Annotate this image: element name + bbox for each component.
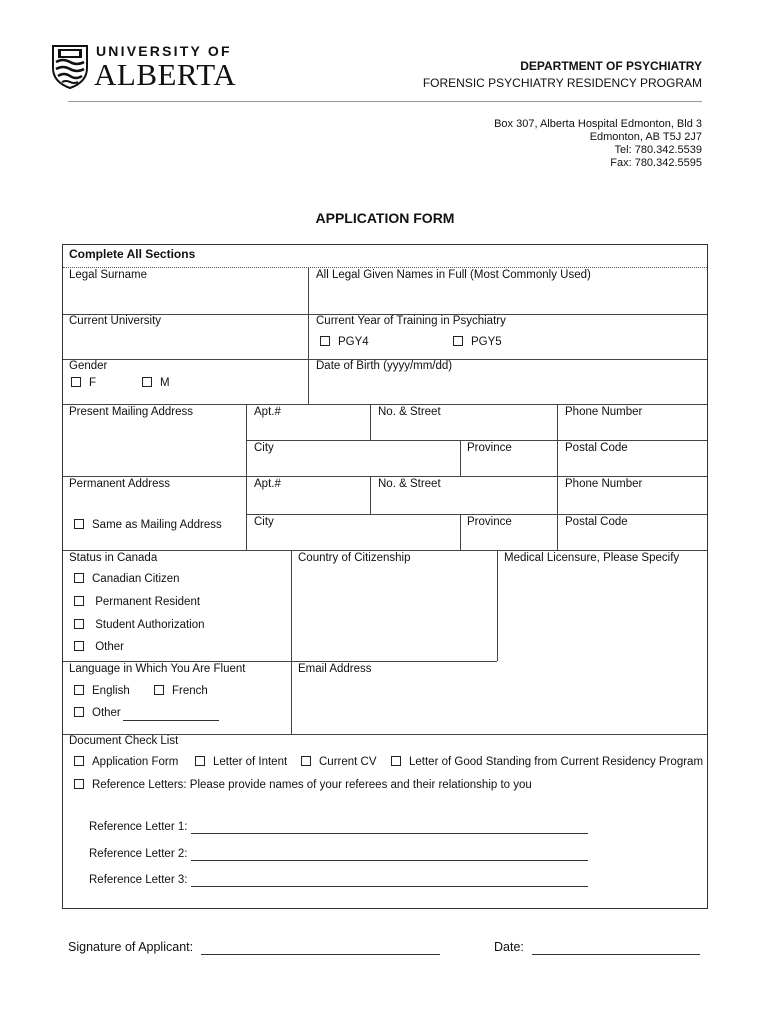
permanent-resident-option[interactable]	[74, 596, 200, 608]
dob-label: Date of Birth (yyyy/mm/dd)	[316, 360, 453, 372]
good-standing-label: Letter of Good Standing from Current Residency Program	[409, 756, 704, 768]
col-divider	[308, 268, 309, 404]
address-line-1: Box 307, Alberta Hospital Edmonton, Bld 3	[494, 118, 702, 130]
gender-f-checkbox[interactable]	[71, 377, 81, 387]
col-divider	[557, 404, 558, 550]
application-form-checkbox[interactable]	[74, 756, 84, 766]
good-standing-checkbox[interactable]	[391, 756, 401, 766]
permanent-city-label: City	[254, 516, 274, 528]
pgy5-checkbox[interactable]	[453, 336, 463, 346]
ref1-line[interactable]	[191, 833, 588, 834]
email-label: Email Address	[298, 663, 372, 675]
current-cv-label: Current CV	[319, 756, 377, 768]
permanent-resident-label: Permanent Resident	[95, 596, 201, 608]
col-divider	[460, 440, 461, 476]
student-authorization-option[interactable]	[74, 619, 205, 631]
application-form-option[interactable]	[74, 756, 178, 768]
permanent-apt-label: Apt.#	[254, 478, 281, 490]
address-line-2: Edmonton, AB T5J 2J7	[589, 131, 702, 143]
doc-checklist-label: Document Check List	[69, 735, 179, 747]
student-authorization-label: Student Authorization	[95, 619, 205, 631]
university-logo	[50, 40, 250, 92]
same-as-mailing-label: Same as Mailing Address	[92, 519, 222, 531]
country-citizenship-label: Country of Citizenship	[298, 552, 411, 564]
other-status-option[interactable]	[74, 641, 124, 653]
same-as-mailing-checkbox[interactable]	[74, 519, 84, 529]
ref3-label: Reference Letter 3:	[89, 874, 188, 886]
crest-icon	[50, 40, 90, 90]
row-divider	[63, 476, 707, 477]
gender-f-label: F	[89, 377, 97, 389]
gender-label: Gender	[69, 360, 108, 372]
french-label: French	[172, 685, 208, 697]
canadian-citizen-checkbox[interactable]	[74, 573, 84, 583]
col-divider	[291, 550, 292, 734]
present-apt-label: Apt.#	[254, 406, 281, 418]
form-title: APPLICATION FORM	[315, 210, 455, 226]
given-names-label: All Legal Given Names in Full (Most Commonly Used)	[316, 269, 591, 281]
permanent-address-label: Permanent Address	[69, 478, 171, 490]
ref3-line[interactable]	[191, 886, 588, 887]
language-label: Language in Which You Are Fluent	[69, 663, 246, 675]
other-status-label: Other	[95, 641, 124, 653]
tel: Tel: 780.342.5539	[614, 144, 702, 156]
other-language-option[interactable]	[74, 707, 121, 719]
gender-m-checkbox[interactable]	[142, 377, 152, 387]
pgy5-label: PGY5	[471, 336, 502, 348]
canadian-citizen-label: Canadian Citizen	[92, 573, 180, 585]
reference-letters-option[interactable]	[74, 779, 532, 791]
present-address-label: Present Mailing Address	[69, 406, 194, 418]
application-form-label: Application Form	[92, 756, 179, 768]
other-status-checkbox[interactable]	[74, 641, 84, 651]
medical-licensure-label: Medical Licensure, Please Specify	[504, 552, 680, 564]
present-province-label: Province	[467, 442, 512, 454]
canadian-citizen-option[interactable]	[74, 573, 180, 585]
permanent-province-label: Province	[467, 516, 512, 528]
training-year-label: Current Year of Training in Psychiatry	[316, 315, 506, 327]
application-form	[62, 244, 708, 909]
row-divider	[63, 550, 707, 551]
col-divider	[460, 514, 461, 550]
ref2-label: Reference Letter 2:	[89, 848, 188, 860]
permanent-postal-label: Postal Code	[565, 516, 628, 528]
current-university-label: Current University	[69, 315, 162, 327]
col-divider	[370, 476, 371, 514]
letter-intent-option[interactable]	[195, 756, 287, 768]
french-checkbox[interactable]	[154, 685, 164, 695]
department-name: DEPARTMENT OF PSYCHIATRY	[520, 59, 702, 73]
permanent-resident-checkbox[interactable]	[74, 596, 84, 606]
ref1-label: Reference Letter 1:	[89, 821, 188, 833]
reference-letters-checkbox[interactable]	[74, 779, 84, 789]
reference-letters-label: Reference Letters: Please provide names of your referees and their relationship to you	[92, 779, 532, 791]
letter-intent-checkbox[interactable]	[195, 756, 205, 766]
english-checkbox[interactable]	[74, 685, 84, 695]
present-city-label: City	[254, 442, 274, 454]
section-title: Complete All Sections	[69, 247, 196, 261]
date-label: Date:	[494, 940, 524, 954]
col-divider	[370, 404, 371, 440]
pgy4-label: PGY4	[338, 336, 369, 348]
permanent-phone-label: Phone Number	[565, 478, 643, 490]
program-name: FORENSIC PSYCHIATRY RESIDENCY PROGRAM	[422, 76, 702, 90]
col-divider	[246, 404, 247, 550]
logo-alberta: ALBERTA	[94, 57, 237, 92]
other-language-label: Other	[92, 707, 121, 719]
present-phone-label: Phone Number	[565, 406, 643, 418]
contact-address	[494, 118, 702, 170]
same-as-mailing-option[interactable]	[74, 519, 222, 531]
row-divider	[246, 440, 707, 441]
pgy4-option[interactable]	[320, 336, 369, 348]
present-postal-label: Postal Code	[565, 442, 628, 454]
row-divider	[246, 514, 707, 515]
letter-intent-label: Letter of Intent	[213, 756, 288, 768]
date-line[interactable]	[532, 954, 700, 955]
present-street-label: No. & Street	[378, 406, 441, 418]
gender-m-label: M	[160, 377, 170, 389]
signature-label: Signature of Applicant:	[68, 940, 194, 954]
other-language-checkbox[interactable]	[74, 707, 84, 717]
fax: Fax: 780.342.5595	[610, 157, 702, 169]
signature-line[interactable]	[201, 954, 440, 955]
row-divider	[63, 404, 707, 405]
english-label: English	[92, 685, 130, 697]
french-option[interactable]	[154, 685, 208, 697]
good-standing-option[interactable]	[391, 756, 703, 768]
section-title-divider	[63, 267, 707, 268]
row-divider	[63, 661, 497, 662]
pgy5-option[interactable]	[453, 336, 502, 348]
gender-m-option[interactable]	[142, 377, 170, 389]
legal-surname-label: Legal Surname	[69, 269, 147, 281]
department-heading	[423, 58, 702, 92]
gender-f-option[interactable]	[71, 377, 96, 389]
current-cv-option[interactable]	[301, 756, 377, 768]
current-cv-checkbox[interactable]	[301, 756, 311, 766]
ref2-line[interactable]	[191, 860, 588, 861]
student-authorization-checkbox[interactable]	[74, 619, 84, 629]
header-divider	[68, 101, 702, 102]
logo-university-of: UNIVERSITY OF	[96, 43, 232, 59]
permanent-street-label: No. & Street	[378, 478, 441, 490]
other-language-line[interactable]	[123, 720, 219, 721]
pgy4-checkbox[interactable]	[320, 336, 330, 346]
status-canada-label: Status in Canada	[69, 552, 158, 564]
col-divider	[497, 550, 498, 661]
english-option[interactable]	[74, 685, 130, 697]
